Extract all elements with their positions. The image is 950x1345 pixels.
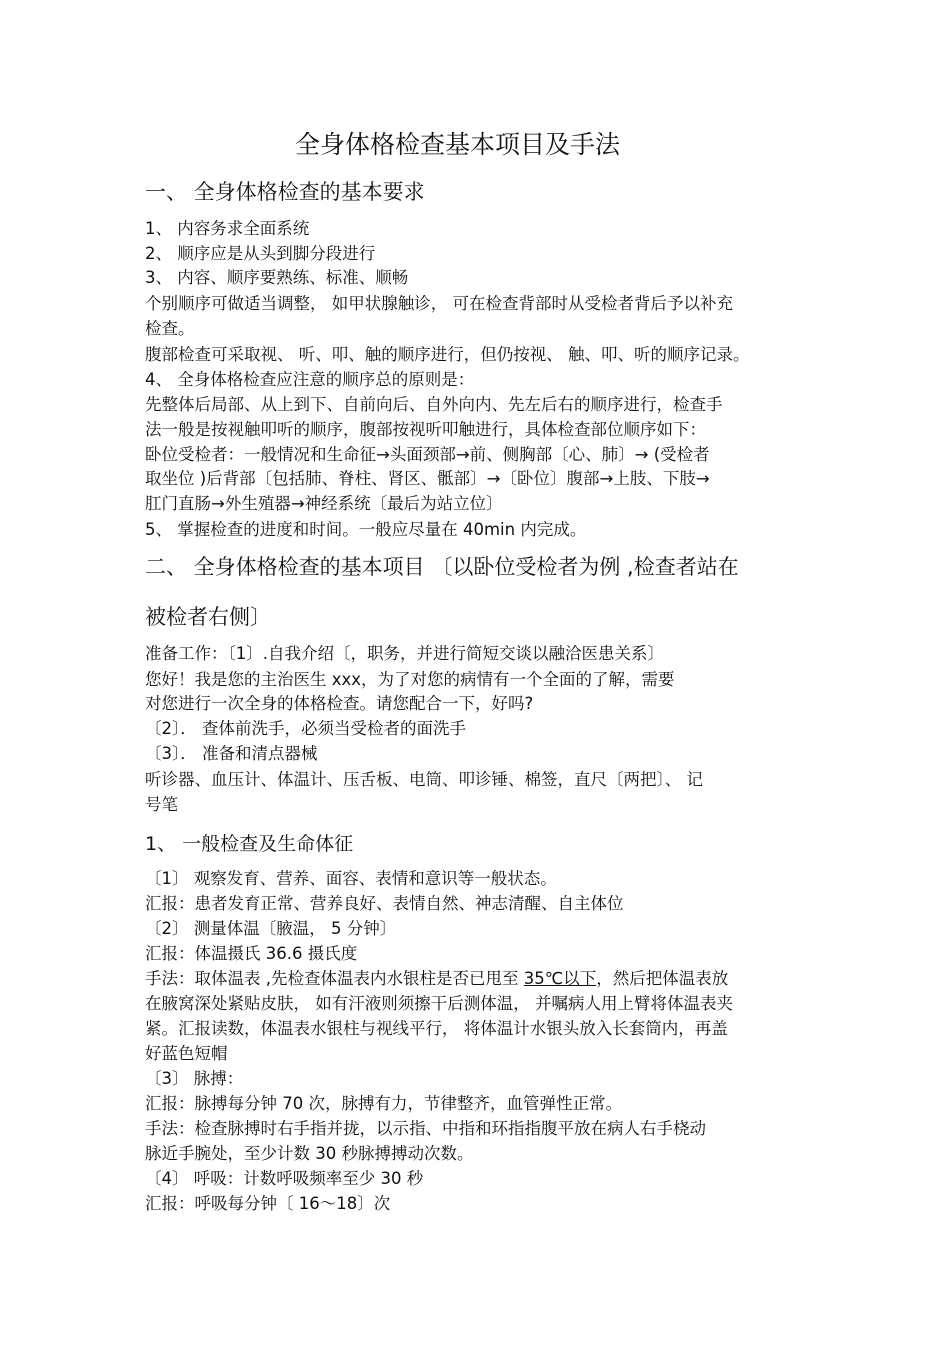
text-line: 在腋窝深处紧贴皮肤， 如有汗液则须擦干后测体温， 并嘱病人用上臂将体温表夹	[145, 994, 733, 1013]
text-line: 先整体后局部、从上到下、自前向后、自外向内、先左后右的顺序进行，检查手	[145, 395, 723, 414]
text-line: 3、 内容、顺序要熟练、标准、顺畅	[145, 268, 409, 287]
text-line: 听诊器、血压计、体温计、压舌板、电筒、叩诊锤、棉签，直尺〔两把〕、 记	[145, 770, 703, 789]
text-line: 汇报：呼吸每分钟〔 16～18〕次	[145, 1194, 391, 1213]
text-line: 4、 全身体格检查应注意的顺序总的原则是：	[145, 370, 475, 389]
text-line: 5、 掌握检查的进度和时间。一般应尽量在 40min 内完成。	[145, 520, 587, 539]
text-line: 〔4〕 呼吸：计数呼吸频率至少 30 秒	[145, 1169, 424, 1188]
text-line: 汇报：体温摄氏 36.6 摄氏度	[145, 944, 358, 963]
text-line: 〔3〕 脉搏：	[145, 1069, 244, 1088]
section2-heading-line2: 被检者右侧〕	[145, 605, 271, 629]
text-line: 汇报：患者发育正常、营养良好、表情自然、神志清醒、自主体位	[145, 894, 624, 913]
section2-heading-line1: 二、 全身体格检查的基本项目 〔以卧位受检者为例 ,检查者站在	[145, 555, 739, 579]
text-line: 1、 内容务求全面系统	[145, 219, 310, 238]
text-line: 汇报：脉搏每分钟 70 次，脉搏有力，节律整齐，血管弹性正常。	[145, 1094, 622, 1113]
text-line: 检查。	[145, 319, 195, 338]
page-title: 全身体格检查基本项目及手法	[295, 130, 621, 159]
text-line: 准备工作：〔1〕.自我介绍〔，职务，并进行简短交谈以融洽医患关系〕	[145, 644, 664, 663]
text-line: 腹部检查可采取视、 听、叩、触的顺序进行，但仍按视、 触、叩、听的顺序记录。	[145, 345, 750, 364]
text-line: 脉近手腕处，至少计数 30 秒脉搏搏动次数。	[145, 1144, 474, 1163]
text-line: 您好！我是您的主治医生 xxx，为了对您的病情有一个全面的了解，需要	[145, 670, 675, 689]
technique-suffix: ，然后把体温表放	[596, 969, 729, 988]
text-line: 取坐位 )后背部〔包括肺、脊柱、肾区、骶部〕→〔卧位〕腹部→上肢、下肢→	[145, 469, 710, 488]
text-line: 〔2〕． 查体前洗手，必须当受检者的面洗手	[145, 719, 466, 738]
text-line: 好蓝色短帽	[145, 1044, 228, 1063]
technique-prefix: 手法：取体温表 ,先检查体温表内水银柱是否已甩至	[145, 969, 524, 988]
text-line: 手法：检查脉搏时右手指并拢，以示指、中指和环指指腹平放在病人右手桡动	[145, 1119, 706, 1138]
underlined-temperature: 35℃以下	[523, 969, 597, 988]
text-line: 2、 顺序应是从头到脚分段进行	[145, 244, 376, 263]
text-line: 〔3〕． 准备和清点器械	[145, 744, 318, 763]
text-line: 〔2〕 测量体温〔腋温， 5 分钟〕	[145, 919, 397, 938]
text-line: 号笔	[145, 795, 178, 814]
text-line: 个别顺序可做适当调整， 如甲状腺触诊， 可在检查背部时从受检者背后予以补充	[145, 294, 733, 313]
subsection1-heading: 1、 一般检查及生命体征	[145, 833, 354, 855]
text-line: 卧位受检者：一般情况和生命征→头面颈部→前、侧胸部〔心、肺〕→ (受检者	[145, 445, 710, 464]
text-line: 〔1〕 观察发育、营养、面容、表情和意识等一般状态。	[145, 869, 557, 888]
technique-line	[145, 967, 728, 991]
text-line: 对您进行一次全身的体格检查。请您配合一下，好吗?	[145, 694, 534, 713]
text-line: 法一般是按视触叩听的顺序，腹部按视听叩触进行，具体检查部位顺序如下：	[145, 420, 706, 439]
section1-heading: 一、 全身体格检查的基本要求	[145, 180, 425, 204]
text-line: 肛门直肠→外生殖器→神经系统〔最后为站立位〕	[145, 494, 503, 513]
text-line: 紧。汇报读数，体温表水银柱与视线平行， 将体温计水银头放入长套筒内，再盖	[145, 1019, 728, 1038]
